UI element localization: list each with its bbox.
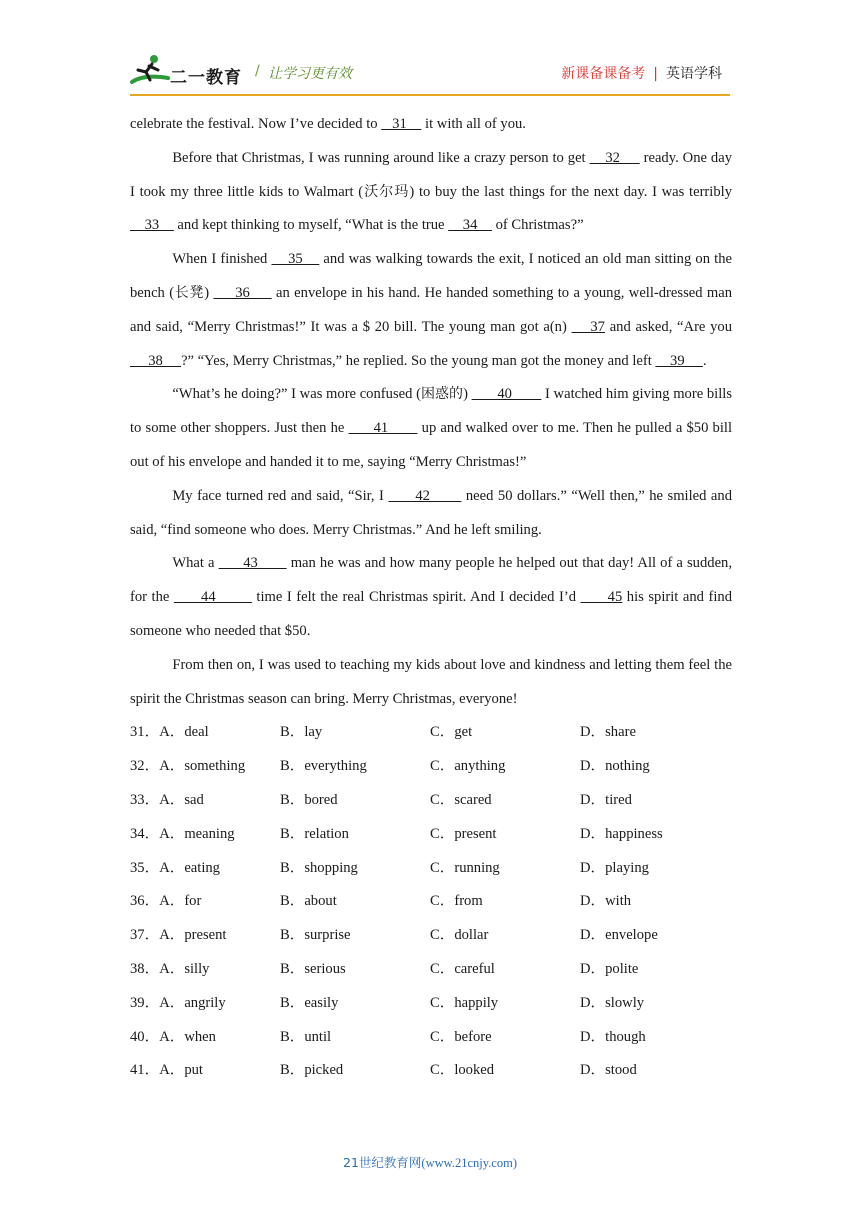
option-c: C．before — [430, 1028, 492, 1045]
option-row — [130, 716, 732, 750]
passage-paragraph-7 — [130, 649, 732, 717]
option-row — [130, 953, 732, 987]
option-d: D．tired — [580, 791, 632, 808]
passage-paragraph-3 — [130, 243, 732, 378]
text: time I felt the real Christmas spirit. And I decided I’d — [251, 589, 581, 606]
option-a: 31．A．deal — [130, 724, 209, 741]
option-row — [130, 1021, 732, 1055]
runner-logo-icon — [130, 54, 170, 88]
option-d: D．slowly — [580, 994, 645, 1011]
blank-44: 44 — [173, 589, 252, 606]
passage-paragraph-1 — [130, 108, 732, 142]
blank-39: 39 — [655, 352, 703, 369]
option-row — [130, 919, 732, 953]
option-d: D．though — [580, 1028, 646, 1045]
option-c: C．present — [430, 825, 497, 842]
option-row — [130, 987, 732, 1021]
passage-paragraph-4 — [130, 378, 732, 479]
text: I watched him giving more bills to some other shoppers. Just then he — [130, 386, 733, 437]
text: and was walking towards the exit, I noticed an old man sitting on the bench ( — [130, 251, 732, 301]
text: ?” “Yes, Merry Christmas,” he replied. So the young man got the money and left — [181, 352, 656, 369]
option-b: B．about — [280, 893, 337, 910]
option-row — [130, 852, 732, 886]
header-right — [561, 63, 722, 83]
text: ) — [463, 386, 472, 403]
header-separator: | — [653, 66, 658, 82]
page-footer — [0, 1153, 860, 1171]
option-d: D．playing — [580, 859, 649, 876]
option-d: D．stood — [580, 1062, 637, 1079]
option-b: B．easily — [280, 994, 339, 1011]
option-b: B．shopping — [280, 859, 358, 876]
option-b: B．serious — [280, 960, 346, 977]
blank-35: 35 — [271, 251, 320, 268]
option-a: 35．A．eating — [130, 859, 220, 876]
text: ) — [204, 284, 214, 301]
text: What a — [172, 555, 219, 572]
text: up and walked over to me. Then he pulled a $50 bill out of his envelope and handed it to me, saying “Merry Christmas!” — [130, 420, 733, 470]
option-a: 36．A．for — [130, 893, 202, 910]
option-a: 37．A．present — [130, 927, 227, 944]
text: need 50 dollars.” “Well then,” he smiled and said, “find someone who does. Merry Christmas.” And he left smiling. — [130, 487, 732, 538]
option-a: 38．A．silly — [130, 960, 210, 977]
option-c: C．dollar — [430, 927, 489, 944]
option-c: C．running — [430, 859, 500, 876]
option-b: B．surprise — [280, 927, 351, 944]
passage-paragraph-2 — [130, 142, 732, 243]
text: When I finished — [172, 251, 272, 268]
slogan-separator: / — [255, 63, 260, 79]
option-b: B．relation — [280, 825, 349, 842]
header-divider — [130, 94, 730, 96]
option-b: B．picked — [280, 1062, 344, 1079]
passage-paragraph-5 — [130, 480, 732, 548]
text: man he was and how many people he helped out that day! All of a sudden, for the — [130, 555, 732, 606]
option-d: D．happiness — [580, 825, 663, 842]
option-b: B．bored — [280, 791, 338, 808]
option-row — [130, 818, 732, 852]
option-c: C．careful — [430, 960, 495, 977]
option-c: C．get — [430, 724, 473, 741]
text: My face turned red and said, “Sir, I — [172, 487, 389, 504]
option-a: 34．A．meaning — [130, 825, 235, 842]
slogan: 让学习更有效 — [268, 66, 352, 82]
passage-paragraph-6 — [130, 547, 732, 648]
option-c: C．from — [430, 893, 483, 910]
option-a: 32．A．something — [130, 758, 246, 775]
blank-32: 32 — [589, 149, 640, 166]
option-a: 40．A．when — [130, 1028, 216, 1045]
blank-45: 45 — [580, 589, 623, 606]
blank-42: 42 — [388, 487, 462, 504]
text: Before that Christmas, I was running around like a crazy person to get — [172, 149, 590, 166]
option-row — [130, 750, 732, 784]
chinese-gloss: 长凳 — [174, 284, 205, 301]
blank-41: 41 — [348, 420, 418, 437]
blank-38: 38 — [130, 352, 182, 369]
text: his spirit and find someone who needed that $50. — [130, 589, 732, 639]
answer-options — [130, 716, 732, 1088]
blank-37: 37 — [571, 318, 605, 335]
text: “What’s he doing?” I was more confused ( — [172, 386, 421, 403]
chinese-gloss: 困惑的 — [420, 386, 464, 403]
footer-site-name: 21世纪教育网 — [343, 1155, 422, 1170]
blank-33: 33 — [130, 217, 174, 234]
blank-31: 31 — [381, 116, 422, 132]
option-row — [130, 1054, 732, 1088]
header-subject-label: 英语学科 — [666, 66, 722, 82]
text: ready. One day I took my three little kids to Walmart ( — [130, 149, 732, 200]
logo-text: 二一教育 — [170, 68, 242, 88]
option-d: D．nothing — [580, 758, 650, 775]
option-a: 39．A．angrily — [130, 994, 226, 1011]
option-row — [130, 885, 732, 919]
option-a: 33．A．sad — [130, 791, 204, 808]
logo — [130, 54, 252, 90]
text: ) to buy the last things for the next day. I was terribly — [409, 183, 732, 200]
text: and kept thinking to myself, “What is the true — [173, 217, 449, 234]
option-b: B．until — [280, 1028, 332, 1045]
blank-36: 36 — [213, 284, 272, 301]
option-a: 41．A．put — [130, 1062, 203, 1079]
footer-url[interactable]: (www.21cnjy.com) — [421, 1156, 517, 1170]
header-course-label: 新课备课备考 — [561, 66, 646, 82]
text: celebrate the festival. Now I’ve decided to — [130, 116, 382, 132]
text: an envelope in his hand. He handed something to a young, well-dressed man and said, “Merry Christmas!” It was a $ 20 bill. The young man got a(n) — [130, 284, 733, 335]
option-d: D．polite — [580, 960, 639, 977]
option-c: C．happily — [430, 994, 499, 1011]
blank-34: 34 — [448, 217, 492, 234]
document-body — [130, 108, 732, 1088]
option-c: C．looked — [430, 1062, 495, 1079]
text: it with all of you. — [421, 116, 526, 132]
blank-43: 43 — [218, 555, 287, 572]
option-c: C．scared — [430, 791, 492, 808]
page-header — [130, 52, 730, 96]
option-row — [130, 784, 732, 818]
option-d: D．envelope — [580, 927, 658, 944]
text: . — [702, 352, 707, 369]
option-b: B．everything — [280, 758, 367, 775]
blank-40: 40 — [471, 386, 542, 403]
option-d: D．with — [580, 893, 632, 910]
option-c: C．anything — [430, 758, 506, 775]
chinese-gloss: 沃尔玛 — [363, 183, 410, 200]
text: of Christmas?” — [491, 217, 584, 234]
option-b: B．lay — [280, 724, 323, 741]
text: and asked, “Are you — [604, 318, 732, 335]
option-d: D．share — [580, 724, 636, 741]
text: From then on, I was used to teaching my kids about love and kindness and letting them feel the spirit the Christmas season can bring. Merry Christmas, everyone! — [130, 656, 732, 707]
